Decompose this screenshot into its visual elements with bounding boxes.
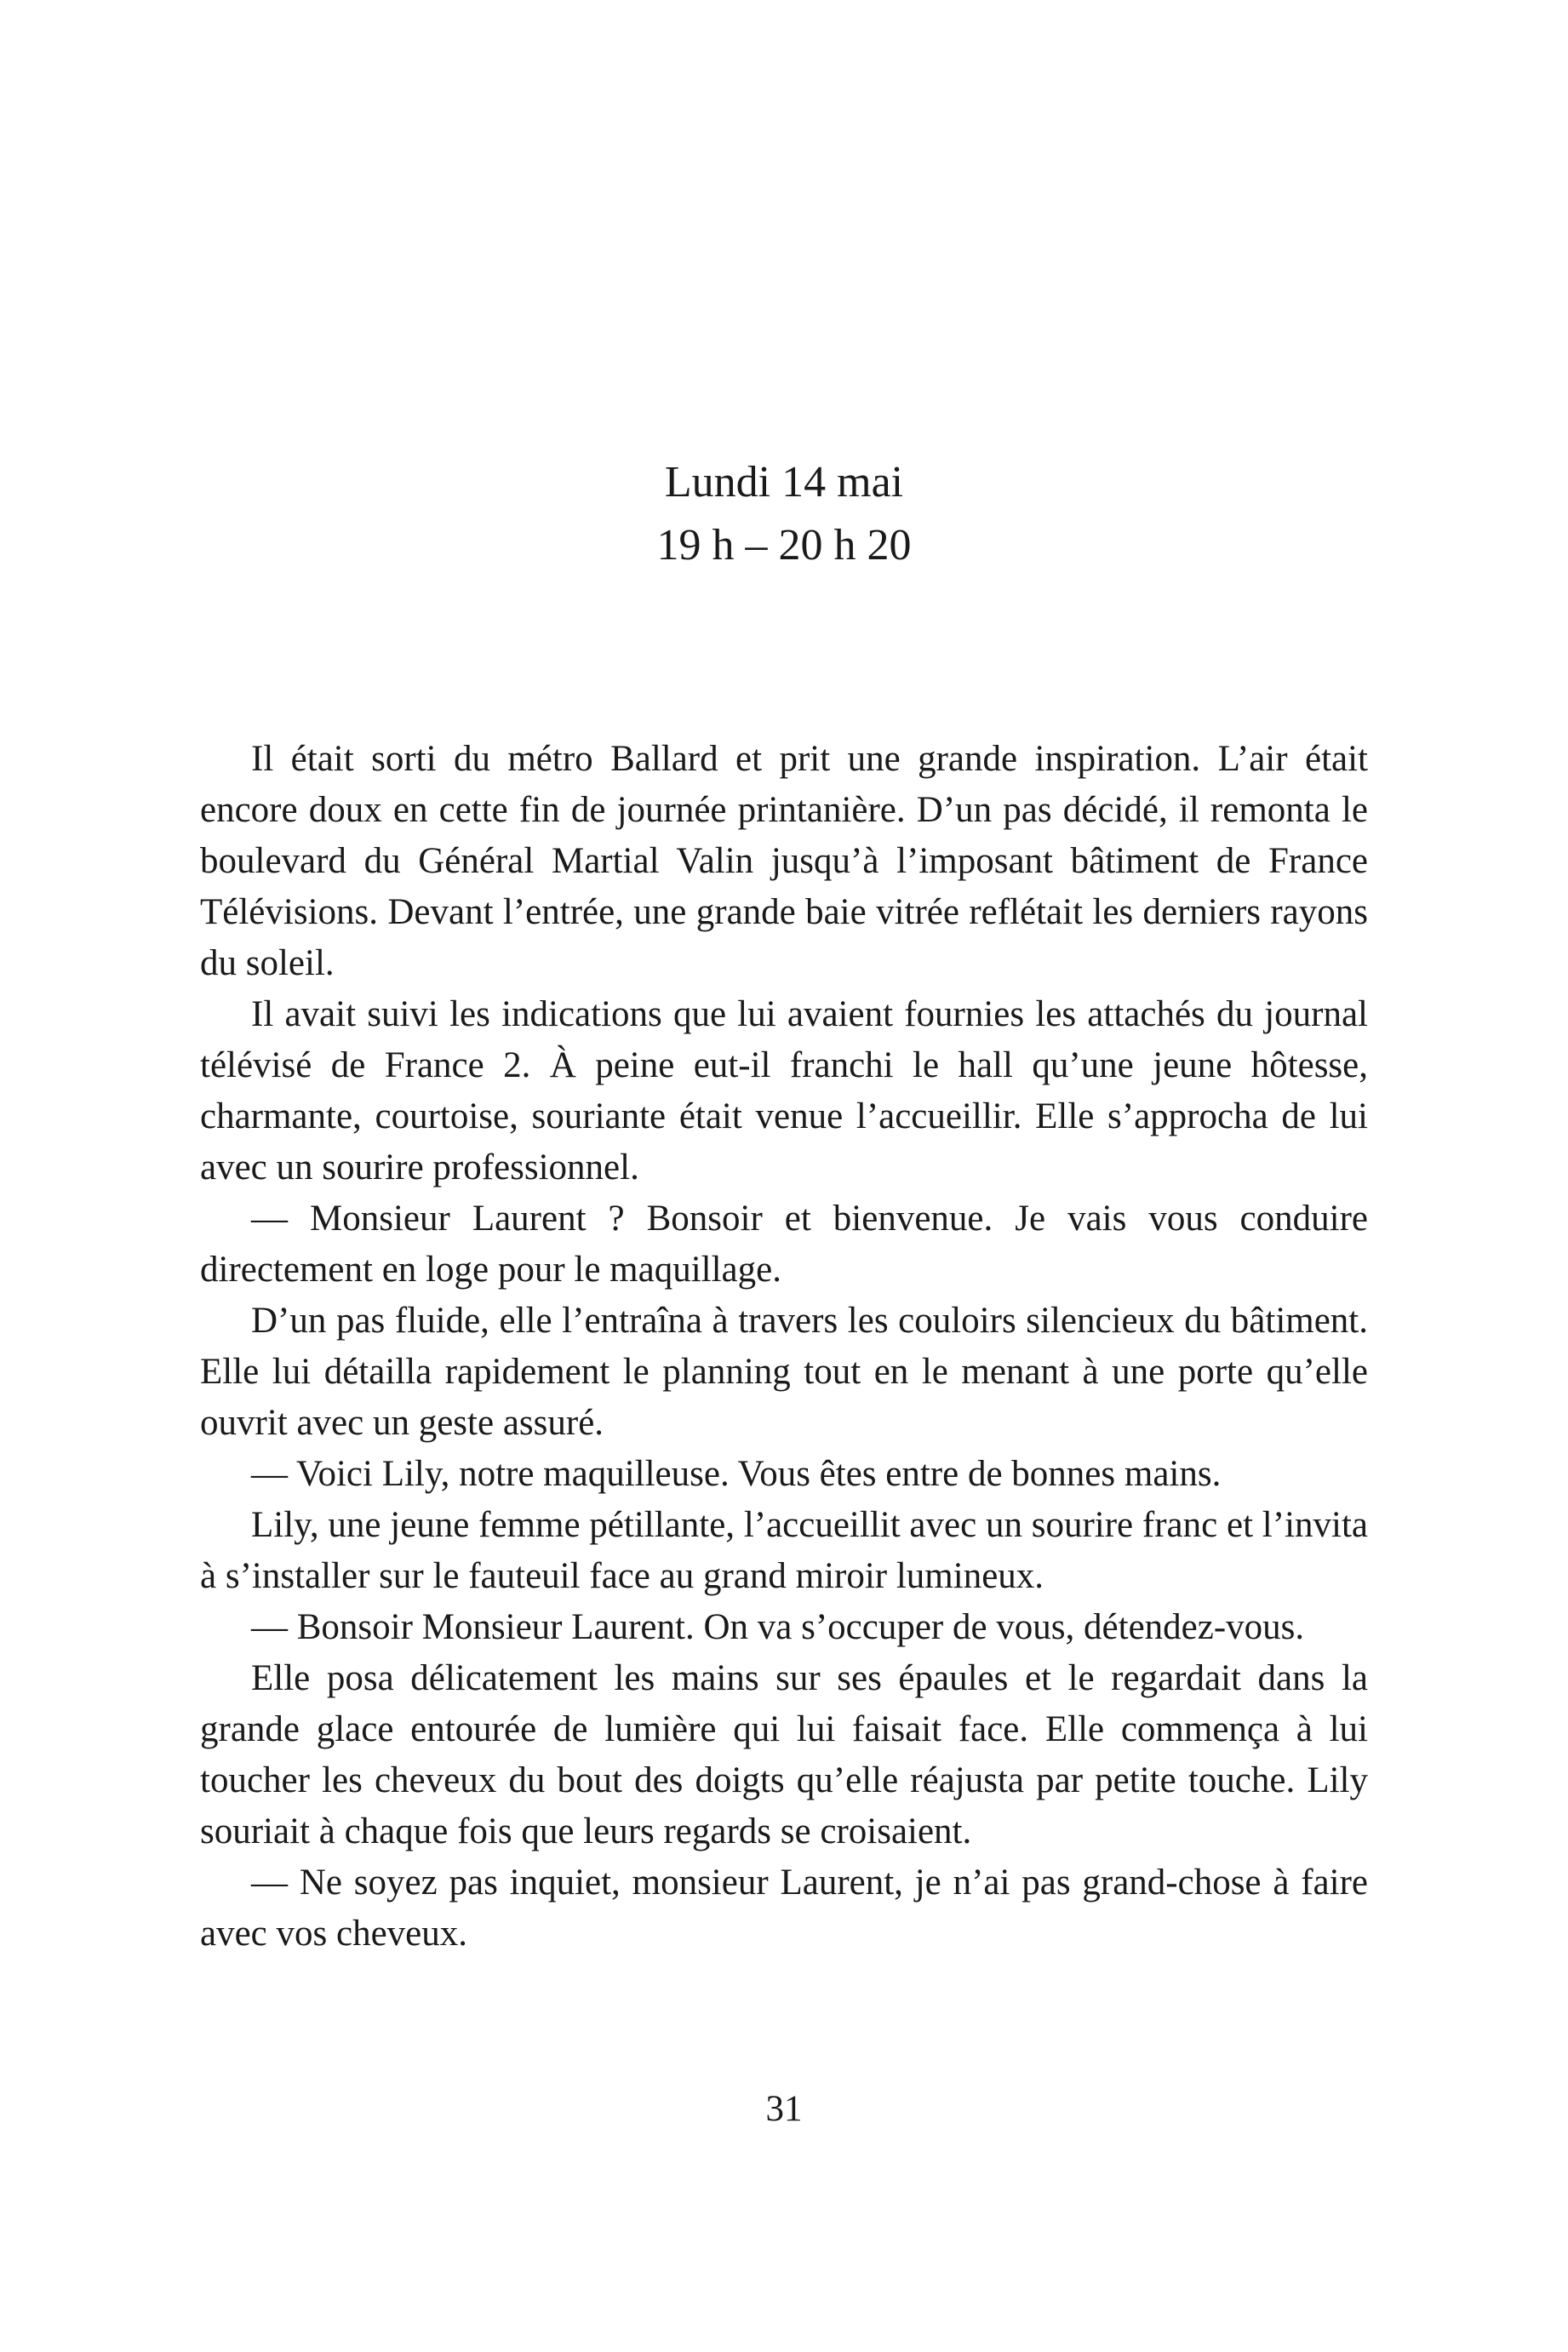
paragraph: D’un pas fluide, elle l’entraîna à travers les couloirs silencieux du bâtiment. Elle lui détailla rapidement le planning tout en le menant à une porte qu’elle ouvrit avec un geste assuré. bbox=[200, 1301, 1368, 1443]
chapter-date: Lundi 14 mai bbox=[664, 458, 904, 506]
dialogue-line: — Voici Lily, notre maquilleuse. Vous êtes entre de bonnes mains. bbox=[251, 1454, 1222, 1494]
chapter-heading bbox=[0, 451, 1568, 577]
dialogue-line: — Ne soyez pas inquiet, monsieur Laurent, je n’ai pas grand-chose à faire avec vos cheveux. bbox=[200, 1863, 1368, 1954]
paragraph: Il avait suivi les indications que lui avaient fournies les attachés du journal télévisé de France 2. À peine eut-il franchi le hall qu’une jeune hôtesse, charmante, courtoise, souriante était venue l’accueillir. Elle s’approcha de lui avec un sourire professionnel. bbox=[200, 994, 1368, 1187]
body-text bbox=[200, 734, 1368, 1960]
page-number: 31 bbox=[765, 2089, 803, 2129]
dialogue-line: — Monsieur Laurent ? Bonsoir et bienvenue. Je vais vous conduire directement en loge pour le maquillage. bbox=[200, 1199, 1368, 1290]
chapter-time: 19 h – 20 h 20 bbox=[656, 521, 912, 569]
paragraph: Elle posa délicatement les mains sur ses épaules et le regardait dans la grande glace entourée de lumière qui lui faisait face. Elle commença à lui toucher les cheveux du bout des doigts qu’elle réajusta par petite touche. Lily souriait à chaque fois que leurs regards se croisaient. bbox=[200, 1658, 1368, 1851]
dialogue-line: — Bonsoir Monsieur Laurent. On va s’occuper de vous, détendez-vous. bbox=[251, 1607, 1305, 1647]
paragraph: Lily, une jeune femme pétillante, l’accueillit avec un sourire franc et l’invita à s’installer sur le fauteuil face au grand miroir lumineux. bbox=[200, 1505, 1368, 1596]
paragraph: Il était sorti du métro Ballard et prit une grande inspiration. L’air était encore doux en cette fin de journée printanière. D’un pas décidé, il remonta le boulevard du Général Martial Valin jusqu’à l’imposant bâtiment de France Télévisions. Devant l’entrée, une grande baie vitrée reflétait les derniers rayons du soleil. bbox=[200, 739, 1368, 983]
